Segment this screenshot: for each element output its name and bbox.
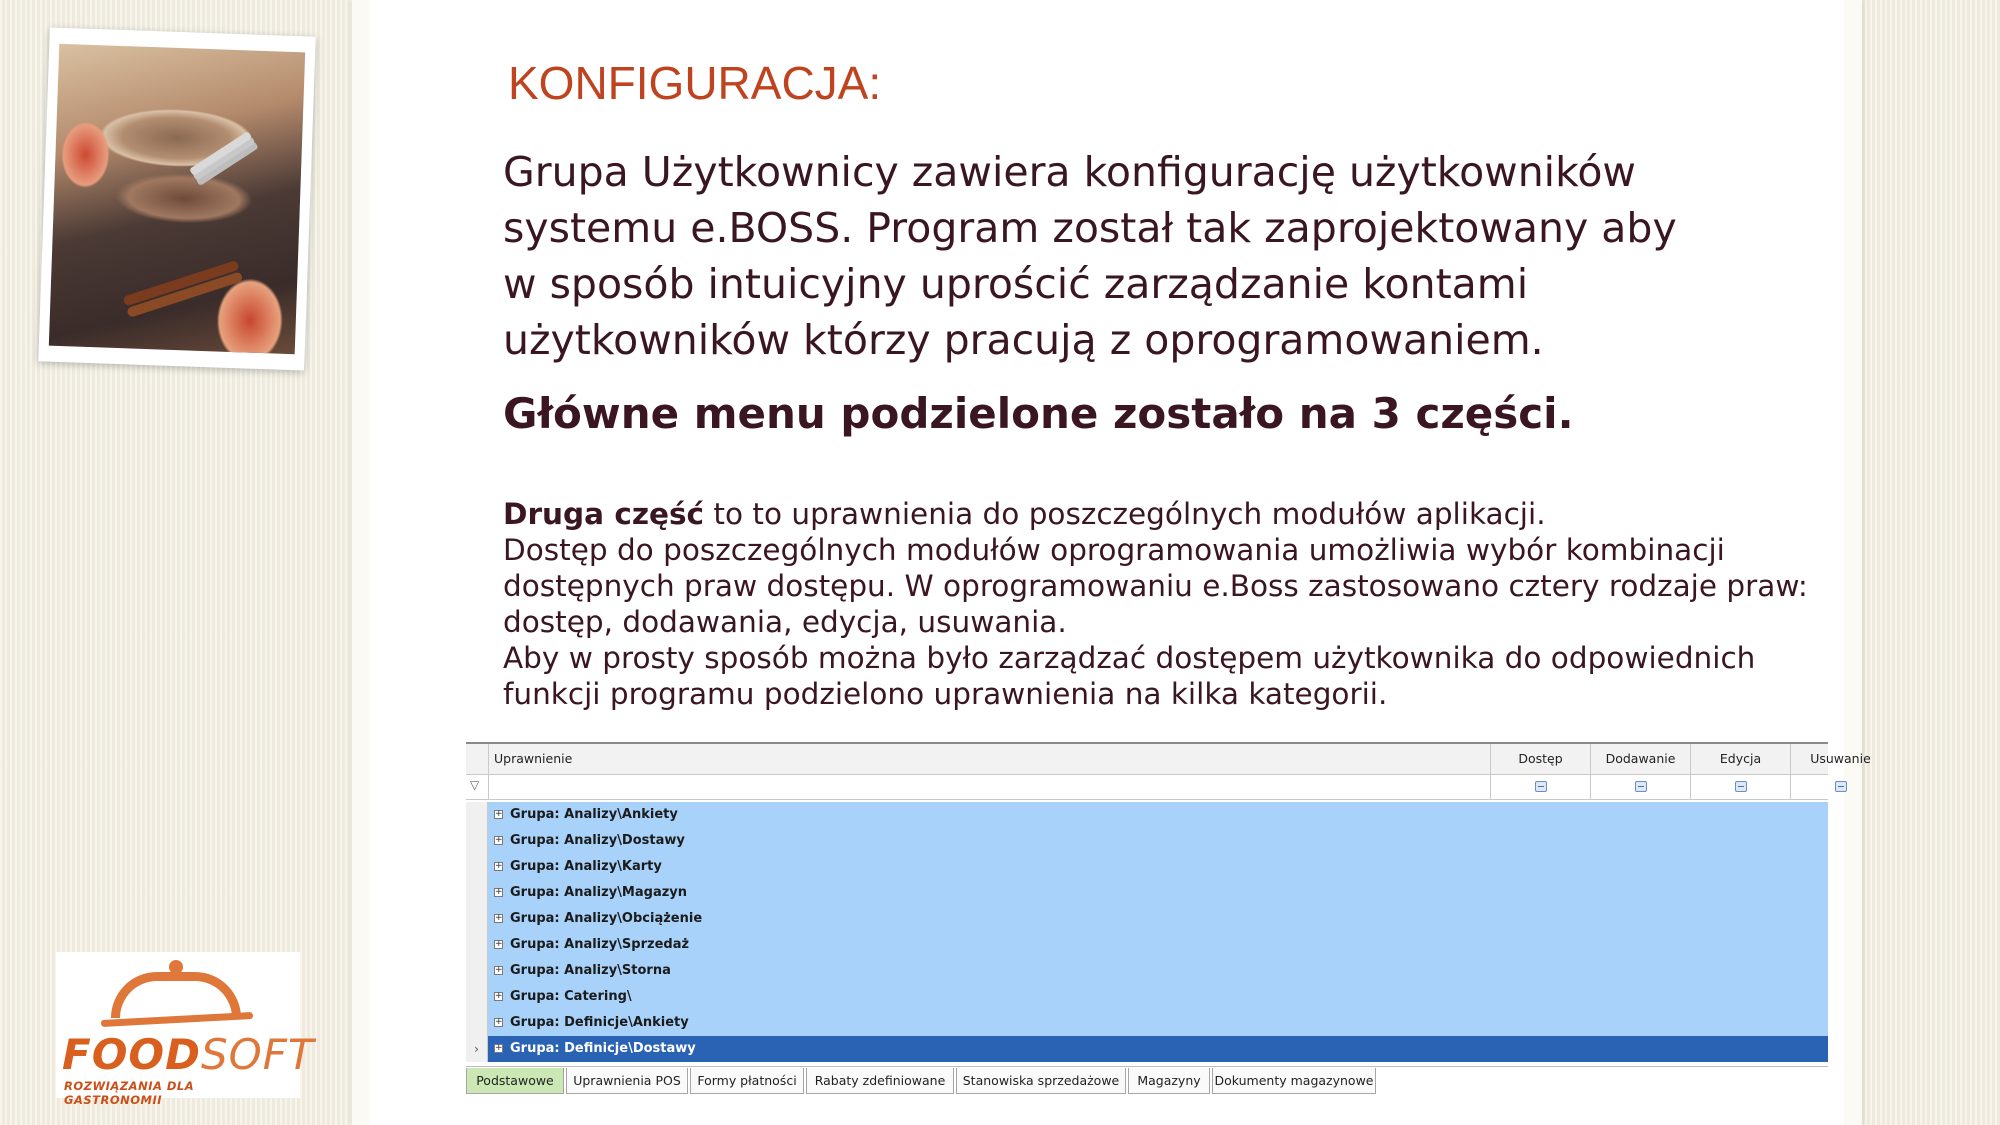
group-cell[interactable] bbox=[488, 1010, 1828, 1036]
group-label: Grupa: Definicje\Dostawy bbox=[510, 1041, 696, 1056]
group-cell[interactable] bbox=[488, 880, 1828, 906]
table-row[interactable] bbox=[466, 906, 1828, 932]
table-row[interactable] bbox=[466, 854, 1828, 880]
group-cell[interactable] bbox=[488, 802, 1828, 828]
tab-rabaty-zdefiniowane[interactable]: Rabaty zdefiniowane bbox=[806, 1068, 954, 1094]
table-row[interactable] bbox=[466, 1010, 1828, 1036]
section-subhead: Główne menu podzielone zostało na 3 części. bbox=[503, 389, 1574, 438]
group-cell[interactable] bbox=[488, 984, 1828, 1010]
expand-icon[interactable]: + bbox=[495, 861, 503, 871]
logo-name-bold: FOOD bbox=[62, 1030, 201, 1079]
logo-tagline: ROZWIĄZANIA DLA GASTRONOMII bbox=[64, 1079, 195, 1107]
cloche-icon bbox=[111, 972, 241, 1018]
body-lead-rest: to to uprawnienia do poszczególnych modułów aplikacji. bbox=[704, 497, 1546, 531]
row-selector[interactable] bbox=[466, 958, 488, 984]
intro-line: w sposób intuicyjny uprościć zarządzanie kontami bbox=[503, 260, 1529, 308]
tab-podstawowe[interactable]: Podstawowe bbox=[466, 1068, 564, 1094]
logo-wordmark bbox=[62, 1030, 315, 1079]
filter-edit bbox=[1690, 775, 1790, 799]
row-selector[interactable] bbox=[466, 854, 488, 880]
column-header-access[interactable]: Dostęp bbox=[1490, 744, 1590, 774]
body-line: funkcji programu podzielono uprawnienia na kilka kategorii. bbox=[503, 677, 1388, 711]
row-selector[interactable] bbox=[466, 932, 488, 958]
group-label: Grupa: Analizy\Sprzedaż bbox=[510, 937, 690, 952]
expand-icon[interactable]: + bbox=[495, 1017, 503, 1027]
row-selector[interactable] bbox=[466, 880, 488, 906]
body-line: Dostęp do poszczególnych modułów oprogramowania umożliwia wybór kombinacji bbox=[503, 533, 1725, 567]
row-selector[interactable] bbox=[466, 828, 488, 854]
column-header-add[interactable]: Dodawanie bbox=[1590, 744, 1690, 774]
table-row[interactable] bbox=[466, 828, 1828, 854]
group-label: Grupa: Analizy\Obciążenie bbox=[510, 911, 703, 926]
intro-line: Grupa Użytkownicy zawiera konfigurację użytkowników bbox=[503, 148, 1636, 196]
group-label: Grupa: Analizy\Storna bbox=[510, 963, 671, 978]
filter-delete bbox=[1790, 775, 1890, 799]
body-paragraph bbox=[503, 496, 1833, 712]
table-row[interactable] bbox=[466, 802, 1828, 828]
group-label: Grupa: Catering\ bbox=[510, 989, 632, 1004]
filter-edit-checkbox[interactable] bbox=[1735, 781, 1747, 792]
row-selector[interactable] bbox=[466, 984, 488, 1010]
row-selector[interactable] bbox=[466, 802, 488, 828]
tab-magazyny[interactable]: Magazyny bbox=[1128, 1068, 1210, 1094]
expand-icon[interactable]: + bbox=[495, 887, 503, 897]
column-header-permission[interactable]: Uprawnienie bbox=[488, 744, 1490, 774]
group-label: Grupa: Analizy\Magazyn bbox=[510, 885, 688, 900]
column-header-delete[interactable]: Usuwanie bbox=[1790, 744, 1890, 774]
table-row[interactable] bbox=[466, 958, 1828, 984]
filter-permission[interactable] bbox=[488, 775, 1490, 799]
body-lead-bold: Druga część bbox=[503, 497, 705, 531]
intro-line: systemu e.BOSS. Program został tak zaprojektowany aby bbox=[503, 204, 1677, 252]
body-line: dostępnych praw dostępu. W oprogramowaniu e.Boss zastosowano cztery rodzaje praw: bbox=[503, 569, 1808, 603]
expand-icon[interactable]: + bbox=[495, 913, 503, 923]
bottom-tab-bar bbox=[466, 1066, 1828, 1097]
body-line: dostęp, dodawania, edycja, usuwania. bbox=[503, 605, 1067, 639]
foodsoft-logo bbox=[56, 952, 315, 1107]
filter-selector[interactable] bbox=[466, 775, 488, 799]
group-label: Grupa: Definicje\Ankiety bbox=[510, 1015, 689, 1030]
grid-rows bbox=[466, 802, 1828, 1062]
filter-access bbox=[1490, 775, 1590, 799]
group-cell[interactable] bbox=[488, 906, 1828, 932]
filter-delete-checkbox[interactable] bbox=[1835, 781, 1847, 792]
body-lead bbox=[503, 496, 1833, 532]
filter-add bbox=[1590, 775, 1690, 799]
fork-icon bbox=[189, 131, 252, 176]
group-label: Grupa: Analizy\Dostawy bbox=[510, 833, 685, 848]
permissions-grid bbox=[466, 742, 1871, 1100]
expand-icon[interactable]: + bbox=[495, 965, 503, 975]
row-selector-current[interactable]: › bbox=[466, 1036, 488, 1062]
table-row[interactable] bbox=[466, 984, 1828, 1010]
body-line: Aby w prosty sposób można było zarządzać dostępem użytkownika do odpowiednich bbox=[503, 641, 1756, 675]
table-row-selected[interactable] bbox=[466, 1036, 1828, 1062]
group-cell[interactable] bbox=[488, 932, 1828, 958]
row-selector[interactable] bbox=[466, 906, 488, 932]
expand-icon[interactable]: + bbox=[495, 809, 503, 819]
table-row[interactable] bbox=[466, 880, 1828, 906]
group-cell[interactable] bbox=[488, 828, 1828, 854]
intro-line: użytkowników którzy pracują z oprogramowaniem. bbox=[503, 316, 1544, 364]
tab-formy-platnosci[interactable]: Formy płatności bbox=[690, 1068, 804, 1094]
food-photo-frame bbox=[38, 27, 315, 370]
expand-icon[interactable]: + bbox=[495, 991, 503, 1001]
expand-icon[interactable]: + bbox=[495, 835, 503, 845]
food-photo bbox=[49, 44, 305, 354]
column-header-edit[interactable]: Edycja bbox=[1690, 744, 1790, 774]
group-label: Grupa: Analizy\Ankiety bbox=[510, 807, 678, 822]
page-title: KONFIGURACJA: bbox=[508, 57, 882, 109]
tab-stanowiska-sprzedazowe[interactable]: Stanowiska sprzedażowe bbox=[956, 1068, 1126, 1094]
expand-icon[interactable]: + bbox=[495, 1043, 503, 1053]
group-label: Grupa: Analizy\Karty bbox=[510, 859, 662, 874]
filter-icon[interactable]: ▽ bbox=[470, 778, 480, 792]
row-selector[interactable] bbox=[466, 1010, 488, 1036]
table-row[interactable] bbox=[466, 932, 1828, 958]
filter-row bbox=[466, 775, 1828, 800]
filter-access-checkbox[interactable] bbox=[1535, 781, 1547, 792]
group-cell[interactable] bbox=[488, 854, 1828, 880]
filter-add-checkbox[interactable] bbox=[1635, 781, 1647, 792]
tab-uprawnienia-pos[interactable]: Uprawnienia POS bbox=[566, 1068, 688, 1094]
group-cell[interactable] bbox=[488, 958, 1828, 984]
cinnamon-icon bbox=[122, 260, 239, 307]
logo-name-light: SOFT bbox=[200, 1030, 315, 1079]
intro-paragraph bbox=[503, 144, 1803, 368]
right-decorative-strip bbox=[1862, 0, 2000, 1125]
grid-header bbox=[466, 744, 1871, 775]
tab-dokumenty-magazynowe[interactable]: Dokumenty magazynowe bbox=[1212, 1068, 1376, 1094]
expand-icon[interactable]: + bbox=[495, 939, 503, 949]
group-cell[interactable] bbox=[488, 1036, 1828, 1062]
row-selector-header bbox=[466, 744, 488, 774]
